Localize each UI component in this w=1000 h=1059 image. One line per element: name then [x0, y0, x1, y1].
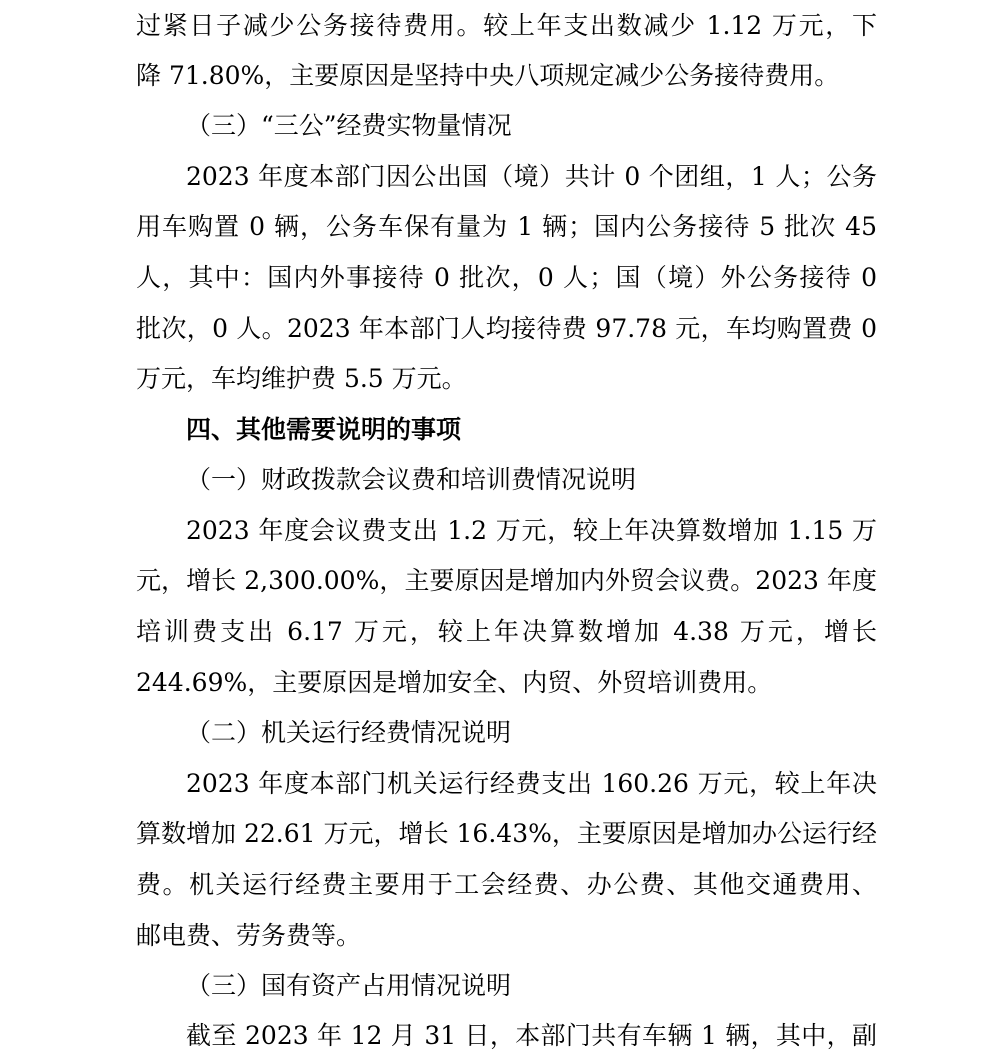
body-text-line: 万元，车均维护费 5.5 万元。 [136, 364, 467, 393]
body-text-line: 244.69%，主要原因是增加安全、内贸、外贸培训费用。 [136, 668, 773, 697]
paragraph-first-line: 2023 年度会议费支出 1.2 万元，较上年决算数增加 1.15 万 [186, 516, 877, 545]
body-text-line: 培训费支出 6.17 万元，较上年决算数增加 4.38 万元，增长 [136, 617, 877, 646]
subsection-heading: （一）财政拨款会议费和培训费情况说明 [186, 465, 637, 494]
paragraph-first-line: 截至 2023 年 12 月 31 日，本部门共有车辆 1 辆，其中，副 [186, 1021, 877, 1050]
section-heading: 四、其他需要说明的事项 [186, 415, 462, 444]
body-text-line: 人，其中：国内外事接待 0 批次，0 人；国（境）外公务接待 0 [136, 263, 877, 292]
paragraph-first-line: 2023 年度本部门因公出国（境）共计 0 个团组，1 人；公务 [186, 162, 877, 191]
body-text-line: 过紧日子减少公务接待费用。较上年支出数减少 1.12 万元，下 [136, 11, 877, 40]
body-text-line: 降 71.80%，主要原因是坚持中央八项规定减少公务接待费用。 [136, 61, 840, 90]
body-text-line: 元，增长 2,300.00%，主要原因是增加内外贸会议费。2023 年度 [136, 566, 877, 595]
subsection-heading: （三）国有资产占用情况说明 [186, 971, 512, 1000]
body-text-line: 批次，0 人。2023 年本部门人均接待费 97.78 元，车均购置费 0 [136, 314, 877, 343]
body-text-line: 邮电费、劳务费等。 [136, 921, 362, 950]
body-text-line: 算数增加 22.61 万元，增长 16.43%，主要原因是增加办公运行经 [136, 819, 877, 848]
paragraph-first-line: 2023 年度本部门机关运行经费支出 160.26 万元，较上年决 [186, 769, 877, 798]
subsection-heading: （二）机关运行经费情况说明 [186, 718, 512, 747]
body-text-line: 费。机关运行经费主要用于工会经费、办公费、其他交通费用、 [136, 870, 877, 899]
subsection-heading: （三）“三公”经费实物量情况 [186, 111, 512, 140]
body-text-line: 用车购置 0 辆，公务车保有量为 1 辆；国内公务接待 5 批次 45 [136, 212, 877, 241]
